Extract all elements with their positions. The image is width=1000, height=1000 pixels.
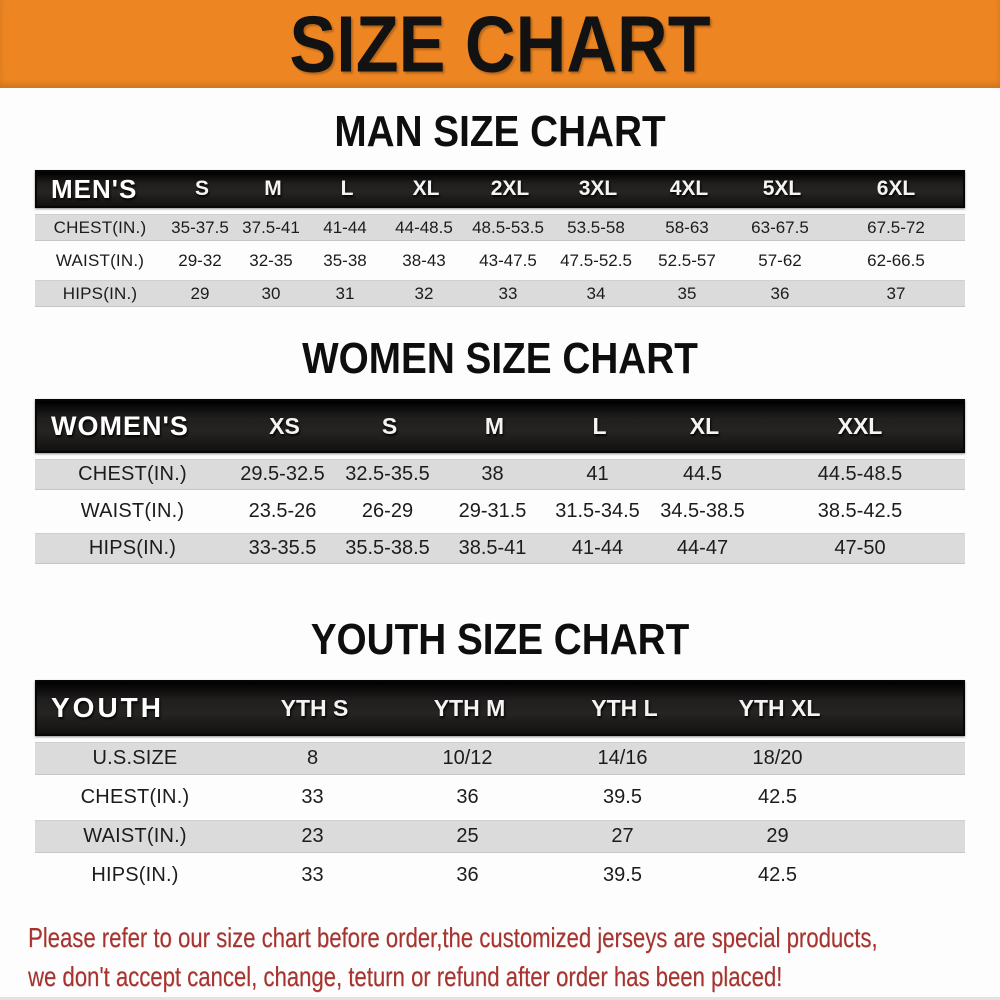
size-column-header: L <box>592 412 607 439</box>
table-header-row <box>35 680 965 736</box>
size-column-header: 5XL <box>762 177 802 200</box>
value-cell: 33 <box>498 283 518 303</box>
value-cell: 27 <box>611 825 634 847</box>
table-row <box>35 533 965 564</box>
table-row <box>35 280 965 307</box>
size-column-header: YTH XL <box>738 694 821 721</box>
size-column-header: XL <box>412 177 440 200</box>
value-cell: 35-38 <box>323 250 367 270</box>
value-cell: 29-31.5 <box>458 500 527 522</box>
row-label: CHEST(IN.) <box>80 786 190 808</box>
row-label: HIPS(IN.) <box>62 283 138 303</box>
value-cell: 44-48.5 <box>395 217 453 237</box>
table-row <box>35 247 965 274</box>
value-cell: 38-43 <box>402 250 446 270</box>
table-row <box>35 214 965 241</box>
size-column-header: XS <box>269 412 300 439</box>
value-cell: 52.5-57 <box>658 250 716 270</box>
value-cell: 31 <box>335 283 355 303</box>
youth-size-table <box>35 680 965 892</box>
banner-title: SIZE CHART <box>289 0 711 89</box>
size-column-header: S <box>381 412 398 439</box>
value-cell: 37.5-41 <box>242 217 300 237</box>
size-column-header: XXL <box>837 412 883 439</box>
women-section-title: WOMEN SIZE CHART <box>302 334 698 383</box>
table-row <box>35 742 965 775</box>
size-column-header: S <box>194 177 209 200</box>
value-cell: 32 <box>414 283 434 303</box>
size-column-header: YTH M <box>433 694 506 721</box>
value-cell: 44-47 <box>676 537 729 559</box>
footer-note <box>0 918 1000 996</box>
value-cell: 57-62 <box>758 250 802 270</box>
value-cell: 48.5-53.5 <box>472 217 544 237</box>
value-cell: 32-35 <box>249 250 293 270</box>
value-cell: 41-44 <box>571 537 624 559</box>
value-cell: 47-50 <box>834 537 886 559</box>
value-cell: 63-67.5 <box>751 217 809 237</box>
value-cell: 34.5-38.5 <box>660 500 745 522</box>
women-size-table <box>35 399 965 564</box>
value-cell: 44.5 <box>683 463 722 485</box>
table-row <box>35 496 965 527</box>
row-label: WAIST(IN.) <box>83 825 187 847</box>
value-cell: 41-44 <box>323 217 367 237</box>
value-cell: 30 <box>261 283 281 303</box>
value-cell: 43-47.5 <box>479 250 537 270</box>
value-cell: 33 <box>301 786 324 808</box>
women-section <box>0 334 1000 564</box>
value-cell: 33-35.5 <box>248 537 317 559</box>
footer-line-1: Please refer to our size chart before order,the customized jerseys are special products, <box>28 922 878 953</box>
value-cell: 18/20 <box>752 747 803 769</box>
value-cell: 23.5-26 <box>248 500 317 522</box>
value-cell: 36 <box>456 786 479 808</box>
value-cell: 26-29 <box>361 500 414 522</box>
size-column-header: 3XL <box>578 177 618 200</box>
value-cell: 10/12 <box>442 747 493 769</box>
size-column-header: YTH S <box>280 694 349 721</box>
size-column-header: M <box>264 177 282 200</box>
value-cell: 38.5-41 <box>458 537 527 559</box>
value-cell: 62-66.5 <box>867 250 925 270</box>
table-row <box>35 859 965 892</box>
value-cell: 29 <box>766 825 789 847</box>
size-column-header: 2XL <box>490 177 530 200</box>
man-section <box>0 107 1000 307</box>
size-column-header: XL <box>689 412 720 439</box>
value-cell: 23 <box>301 825 324 847</box>
table-header-label: MEN'S <box>51 173 138 204</box>
value-cell: 47.5-52.5 <box>560 250 632 270</box>
value-cell: 37 <box>886 283 906 303</box>
table-row <box>35 459 965 490</box>
value-cell: 25 <box>456 825 479 847</box>
value-cell: 58-63 <box>665 217 709 237</box>
size-column-header: L <box>340 177 354 200</box>
value-cell: 31.5-34.5 <box>555 500 640 522</box>
row-label: WAIST(IN.) <box>55 250 145 270</box>
size-column-header: 6XL <box>876 177 916 200</box>
value-cell: 39.5 <box>603 864 642 886</box>
value-cell: 39.5 <box>603 786 642 808</box>
value-cell: 35 <box>677 283 697 303</box>
youth-section <box>0 615 1000 892</box>
value-cell: 53.5-58 <box>567 217 625 237</box>
table-header-label: YOUTH <box>51 692 164 723</box>
man-section-title: MAN SIZE CHART <box>334 107 666 156</box>
footer-line-2: we don't accept cancel, change, teturn or refund after order has been placed! <box>28 961 783 992</box>
value-cell: 32.5-35.5 <box>345 463 430 485</box>
value-cell: 29.5-32.5 <box>240 463 325 485</box>
value-cell: 67.5-72 <box>867 217 925 237</box>
value-cell: 36 <box>456 864 479 886</box>
value-cell: 35-37.5 <box>171 217 229 237</box>
value-cell: 14/16 <box>597 747 648 769</box>
value-cell: 33 <box>301 864 324 886</box>
row-label: HIPS(IN.) <box>91 864 179 886</box>
value-cell: 29-32 <box>178 250 222 270</box>
value-cell: 38 <box>481 463 504 485</box>
row-label: CHEST(IN.) <box>78 463 187 485</box>
table-header-label: WOMEN'S <box>51 410 189 441</box>
value-cell: 42.5 <box>758 864 797 886</box>
size-column-header: YTH L <box>591 694 658 721</box>
value-cell: 41 <box>586 463 609 485</box>
table-row <box>35 781 965 814</box>
value-cell: 8 <box>306 747 319 769</box>
row-label: WAIST(IN.) <box>80 500 185 522</box>
size-column-header: 4XL <box>669 177 709 200</box>
row-label: U.S.SIZE <box>92 747 178 769</box>
table-row <box>35 820 965 853</box>
man-size-table <box>35 170 965 307</box>
youth-section-title: YOUTH SIZE CHART <box>310 615 690 664</box>
value-cell: 34 <box>586 283 606 303</box>
table-header-row <box>35 399 965 453</box>
value-cell: 36 <box>770 283 790 303</box>
table-header-row <box>35 170 965 208</box>
value-cell: 29 <box>190 283 210 303</box>
value-cell: 35.5-38.5 <box>345 537 430 559</box>
row-label: CHEST(IN.) <box>53 217 147 237</box>
value-cell: 44.5-48.5 <box>817 463 903 485</box>
size-column-header: M <box>484 412 505 439</box>
size-chart-banner <box>0 0 1000 88</box>
value-cell: 42.5 <box>758 786 797 808</box>
row-label: HIPS(IN.) <box>88 537 177 559</box>
value-cell: 38.5-42.5 <box>817 500 903 522</box>
